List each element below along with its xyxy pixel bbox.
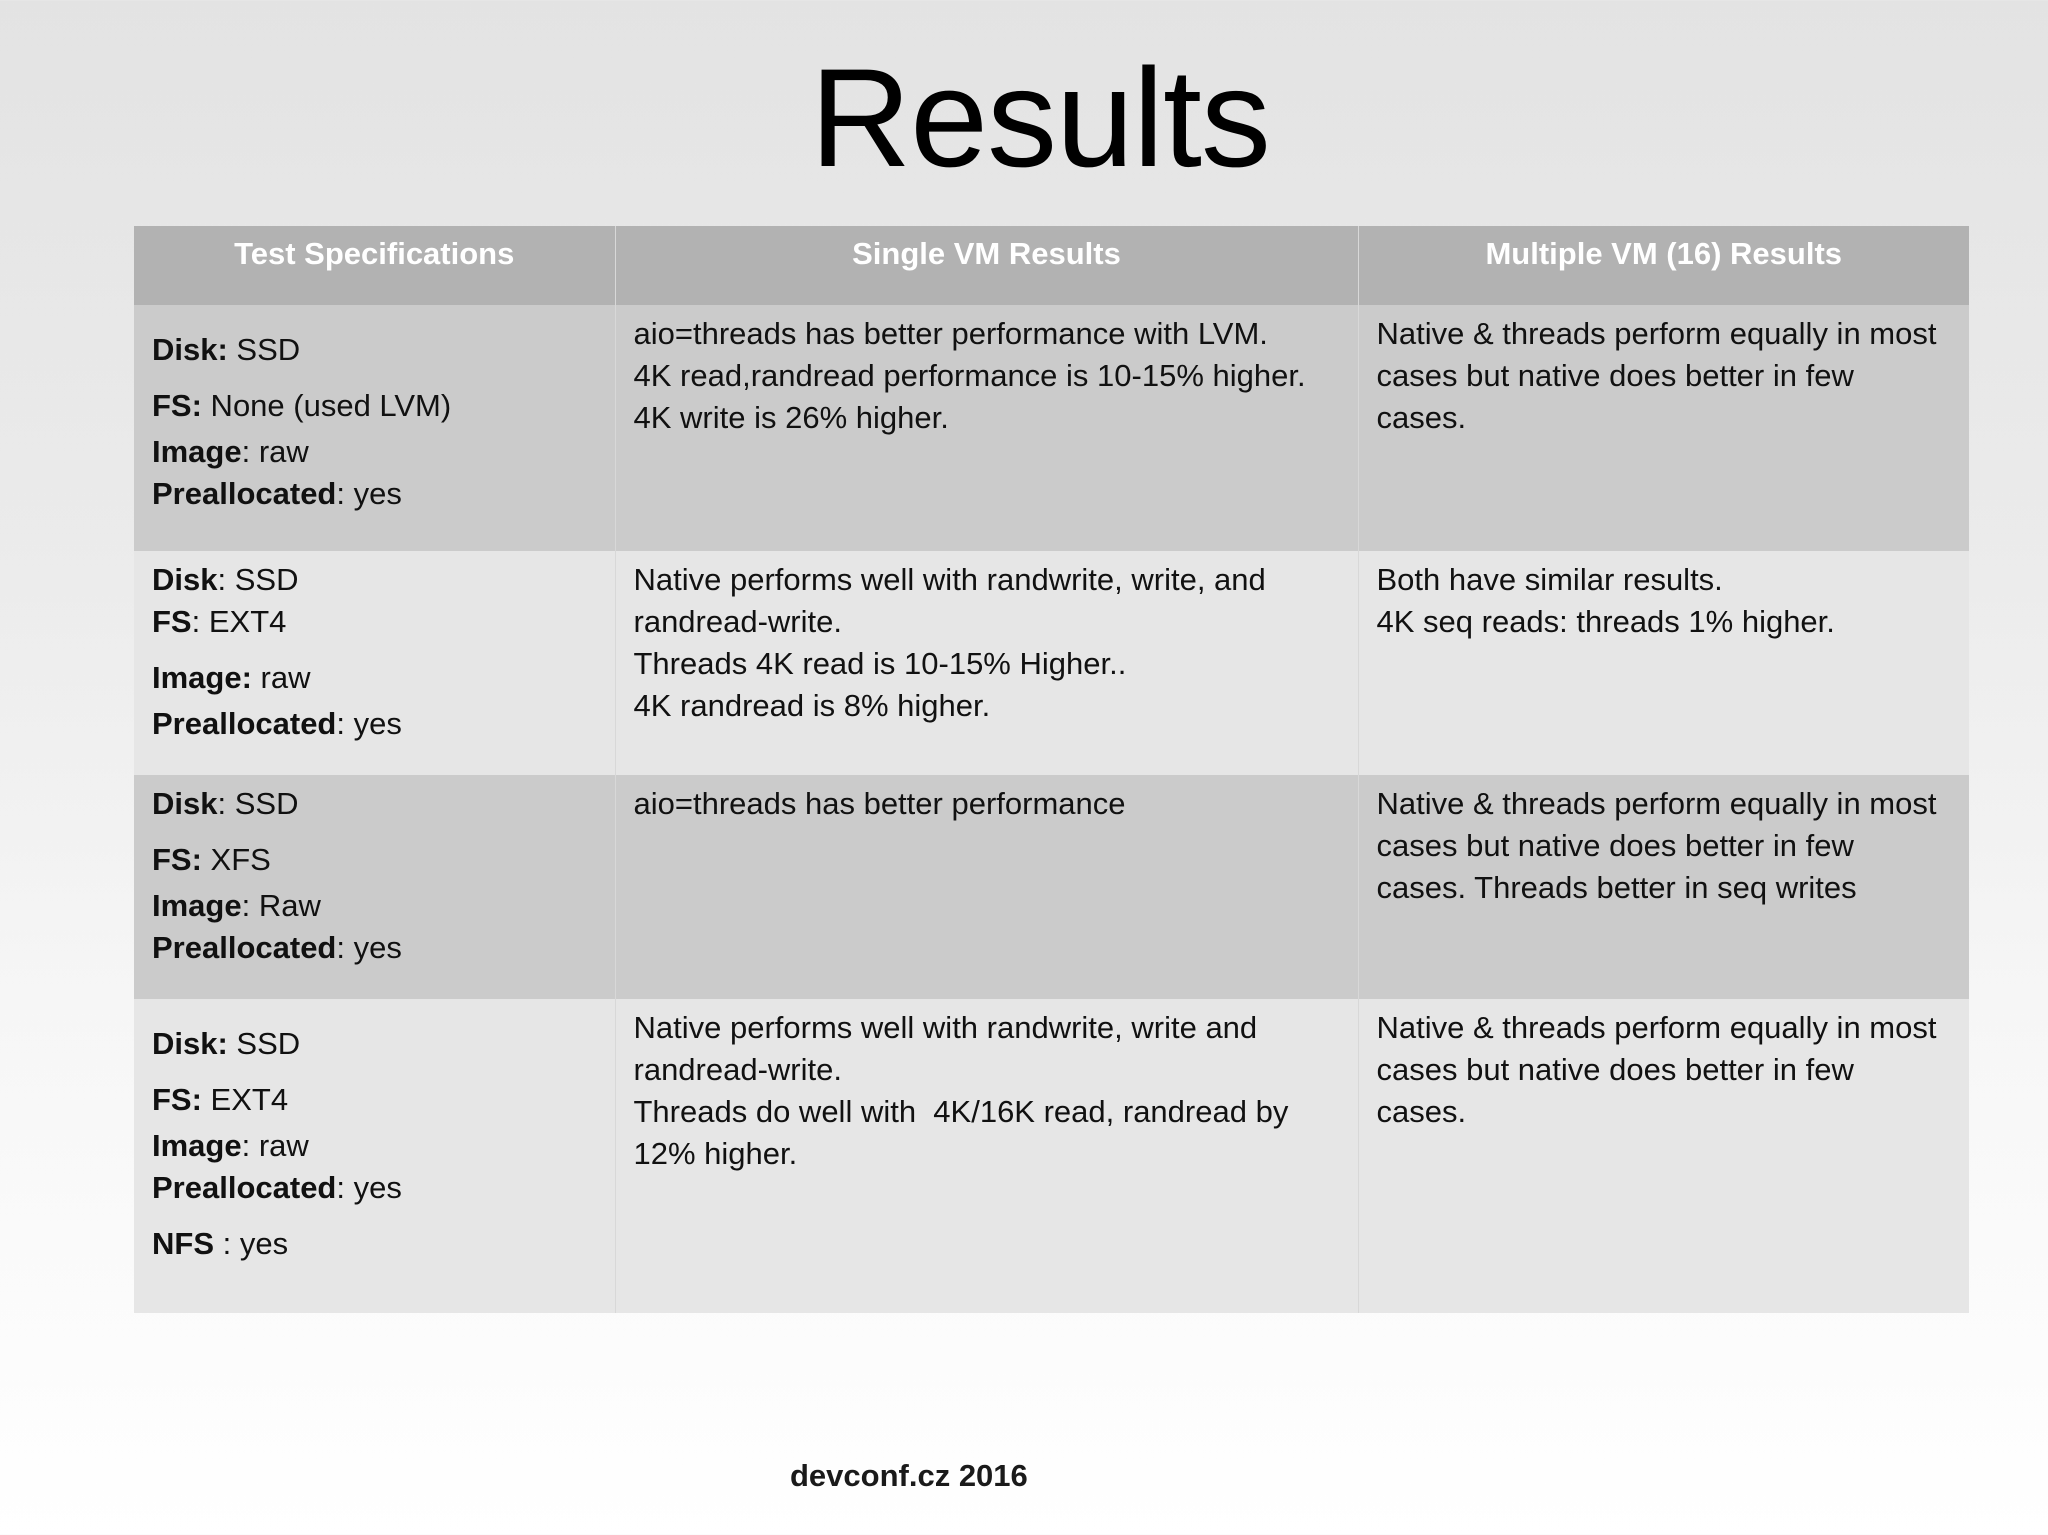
spec-nfs: NFS : yes <box>152 1226 289 1261</box>
result-line: Native & threads perform equally in most <box>1376 316 1937 351</box>
result-line: cases. Threads better in seq writes <box>1376 870 1857 905</box>
spec-image: Image: Raw <box>152 888 321 923</box>
spec-disk: Disk: SSD <box>152 332 301 367</box>
multiple-vm-cell <box>1358 999 1969 1313</box>
result-line: Both have similar results. <box>1376 562 1723 597</box>
result-line: cases. <box>1376 1094 1467 1129</box>
result-line: Native performs well with randwrite, write, and <box>633 562 1266 597</box>
result-line: cases but native does better in few <box>1376 1052 1854 1087</box>
result-line: Native performs well with randwrite, write and <box>633 1010 1258 1045</box>
result-line: 12% higher. <box>633 1136 798 1171</box>
table-header-row <box>134 226 1969 305</box>
result-line: cases. <box>1376 400 1467 435</box>
single-vm-cell <box>615 999 1358 1313</box>
result-line: 4K randread is 8% higher. <box>633 688 991 723</box>
spec-preallocated: Preallocated: yes <box>152 930 402 965</box>
results-table <box>134 226 1969 1313</box>
result-line: cases but native does better in few <box>1376 828 1854 863</box>
spec-image: Image: raw <box>152 434 309 469</box>
single-vm-cell <box>615 305 1358 551</box>
spec-fs: FS: None (used LVM) <box>152 388 452 423</box>
spec-preallocated: Preallocated: yes <box>152 1170 402 1205</box>
result-line: Threads 4K read is 10-15% Higher.. <box>633 646 1127 681</box>
spec-fs: FS: XFS <box>152 842 271 877</box>
table-row <box>134 999 1969 1313</box>
spec-preallocated: Preallocated: yes <box>152 476 402 511</box>
spec-cell <box>134 305 615 551</box>
result-line: Threads do well with 4K/16K read, randread by <box>633 1094 1289 1129</box>
result-line: aio=threads has better performance with LVM. <box>633 316 1268 351</box>
header-test-specifications: Test Specifications <box>134 226 615 305</box>
multiple-vm-cell <box>1358 775 1969 999</box>
spec-fs: FS: EXT4 <box>152 604 287 639</box>
spec-image: Image: raw <box>152 660 311 695</box>
table-row <box>134 305 1969 551</box>
result-line: 4K read,randread performance is 10-15% higher. <box>633 358 1306 393</box>
result-line: Native & threads perform equally in most <box>1376 1010 1937 1045</box>
result-line: randread-write. <box>633 1052 842 1087</box>
single-vm-cell <box>615 775 1358 999</box>
result-line: aio=threads has better performance <box>633 786 1126 821</box>
spec-disk: Disk: SSD <box>152 786 299 821</box>
spec-preallocated: Preallocated: yes <box>152 706 402 741</box>
result-line: 4K write is 26% higher. <box>633 400 949 435</box>
spec-disk: Disk: SSD <box>152 562 299 597</box>
slide-title: Results <box>810 39 1270 196</box>
table-row <box>134 551 1969 775</box>
multiple-vm-cell <box>1358 551 1969 775</box>
result-line: 4K seq reads: threads 1% higher. <box>1376 604 1835 639</box>
table-row <box>134 775 1969 999</box>
spec-cell <box>134 551 615 775</box>
footer-conference: devconf.cz 2016 <box>790 1458 1028 1493</box>
result-line: randread-write. <box>633 604 842 639</box>
spec-fs: FS: EXT4 <box>152 1082 289 1117</box>
result-line: Native & threads perform equally in most <box>1376 786 1937 821</box>
header-multiple-vm-results: Multiple VM (16) Results <box>1358 226 1969 305</box>
spec-disk: Disk: SSD <box>152 1026 301 1061</box>
spec-image: Image: raw <box>152 1128 309 1163</box>
multiple-vm-cell <box>1358 305 1969 551</box>
header-single-vm-results: Single VM Results <box>615 226 1358 305</box>
spec-cell <box>134 775 615 999</box>
result-line: cases but native does better in few <box>1376 358 1854 393</box>
spec-cell <box>134 999 615 1313</box>
single-vm-cell <box>615 551 1358 775</box>
